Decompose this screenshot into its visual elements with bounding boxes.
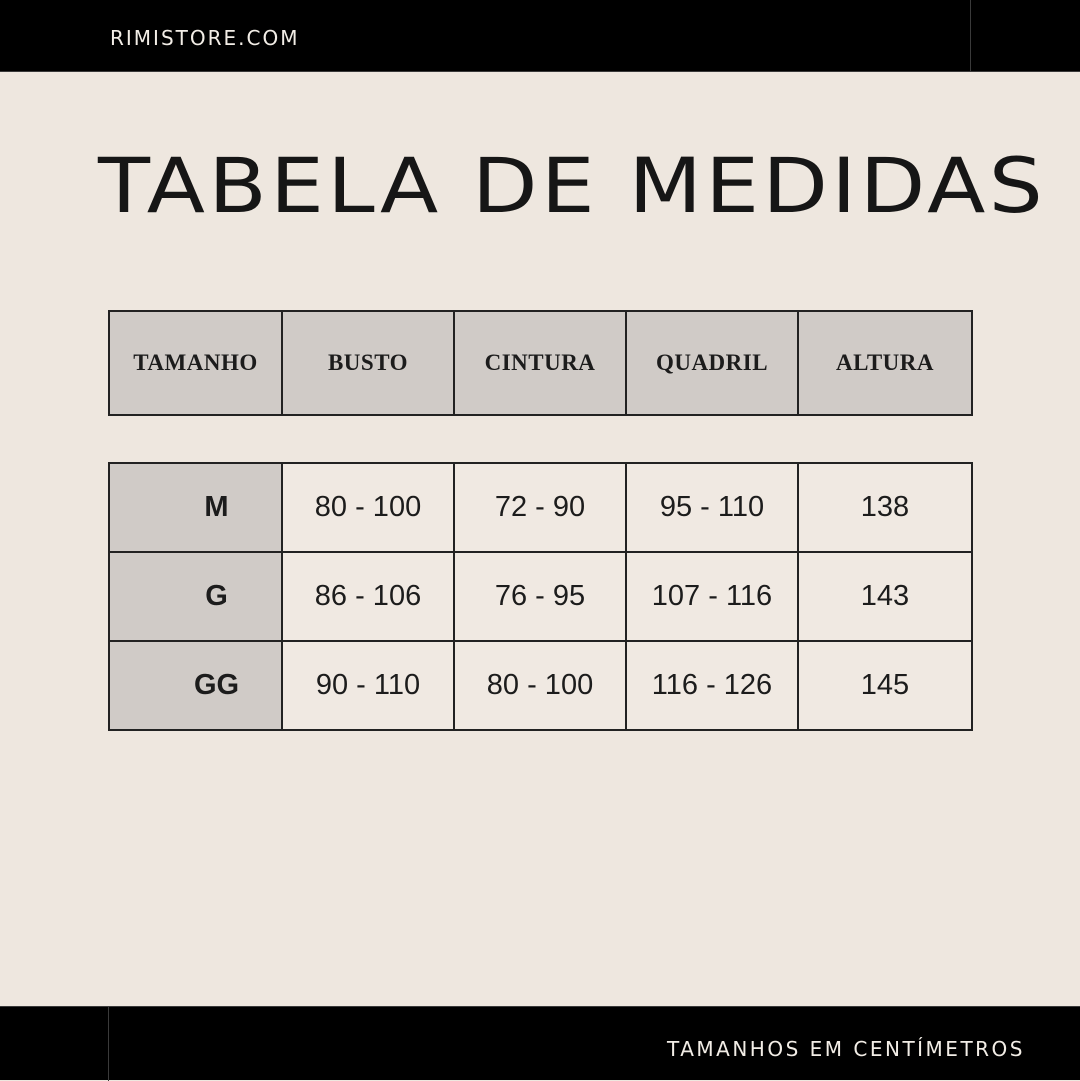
size-cell: G: [109, 552, 282, 641]
cintura-cell: 80 - 100: [454, 641, 626, 730]
quadril-cell: 107 - 116: [626, 552, 798, 641]
column-header-altura: ALTURA: [798, 311, 972, 415]
size-cell: M: [109, 463, 282, 552]
site-url[interactable]: RIMISTORE.COM: [110, 26, 300, 50]
size-table-body: [108, 462, 973, 731]
altura-cell: 138: [798, 463, 972, 552]
quadril-cell: 116 - 126: [626, 641, 798, 730]
column-header-cintura: CINTURA: [454, 311, 626, 415]
bottom-bar-divider: [108, 1007, 109, 1081]
size-cell: GG: [109, 641, 282, 730]
table-row: [109, 641, 972, 730]
busto-cell: 80 - 100: [282, 463, 454, 552]
page-title: TABELA DE MEDIDAS: [98, 141, 1047, 230]
top-bar-divider: [970, 0, 971, 72]
cintura-cell: 76 - 95: [454, 552, 626, 641]
table-row: [109, 463, 972, 552]
header-row: [109, 311, 972, 415]
column-header-quadril: QUADRIL: [626, 311, 798, 415]
size-table-header: [108, 310, 973, 416]
altura-cell: 143: [798, 552, 972, 641]
column-header-busto: BUSTO: [282, 311, 454, 415]
busto-cell: 90 - 110: [282, 641, 454, 730]
column-header-tamanho: TAMANHO: [109, 311, 282, 415]
table-row: [109, 552, 972, 641]
top-bar: [0, 0, 1080, 72]
units-note: TAMANHOS EM CENTÍMETROS: [667, 1037, 1025, 1061]
cintura-cell: 72 - 90: [454, 463, 626, 552]
bottom-bar: [0, 1006, 1080, 1080]
quadril-cell: 95 - 110: [626, 463, 798, 552]
altura-cell: 145: [798, 641, 972, 730]
busto-cell: 86 - 106: [282, 552, 454, 641]
